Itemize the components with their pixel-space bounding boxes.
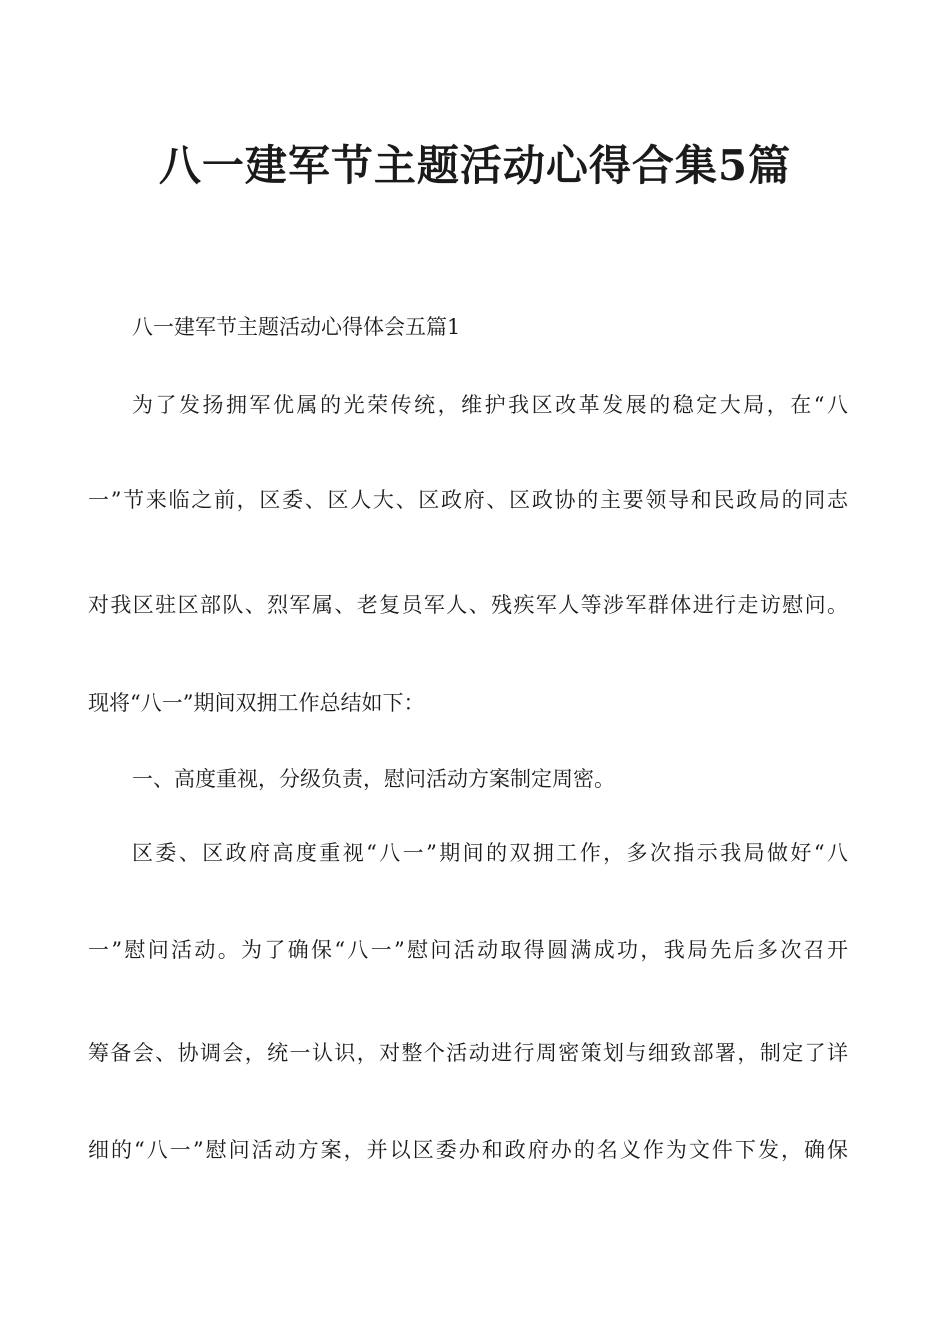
- paragraph-line: 细的“八一”慰问活动方案，并以区委办和政府办的名义作为文件下发，确保: [88, 1138, 848, 1162]
- paragraph-line: 为了发扬拥军优属的光荣传统，维护我区改革发展的稳定大局，在“八: [132, 393, 848, 417]
- paragraph-line: 一”慰问活动。为了确保“八一”慰问活动取得圆满成功，我局先后多次召开: [88, 938, 848, 962]
- document-title: 八一建军节主题活动心得合集5篇: [158, 141, 792, 190]
- paragraph-line: 一”节来临之前，区委、区人大、区政府、区政协的主要领导和民政局的同志: [88, 488, 848, 512]
- paragraph-line: 现将“八一”期间双拥工作总结如下：: [88, 691, 425, 715]
- paragraph-line: 对我区驻区部队、烈军属、老复员军人、残疾军人等涉军群体进行走访慰问。: [88, 593, 848, 617]
- subsection-heading: 一、高度重视，分级负责，慰问活动方案制定周密。: [132, 767, 615, 791]
- section-heading: 八一建军节主题活动心得体会五篇1: [132, 315, 461, 339]
- paragraph-line: 筹备会、协调会，统一认识，对整个活动进行周密策划与细致部署，制定了详: [88, 1041, 848, 1065]
- paragraph-line: 区委、区政府高度重视“八一”期间的双拥工作，多次指示我局做好“八: [132, 841, 848, 865]
